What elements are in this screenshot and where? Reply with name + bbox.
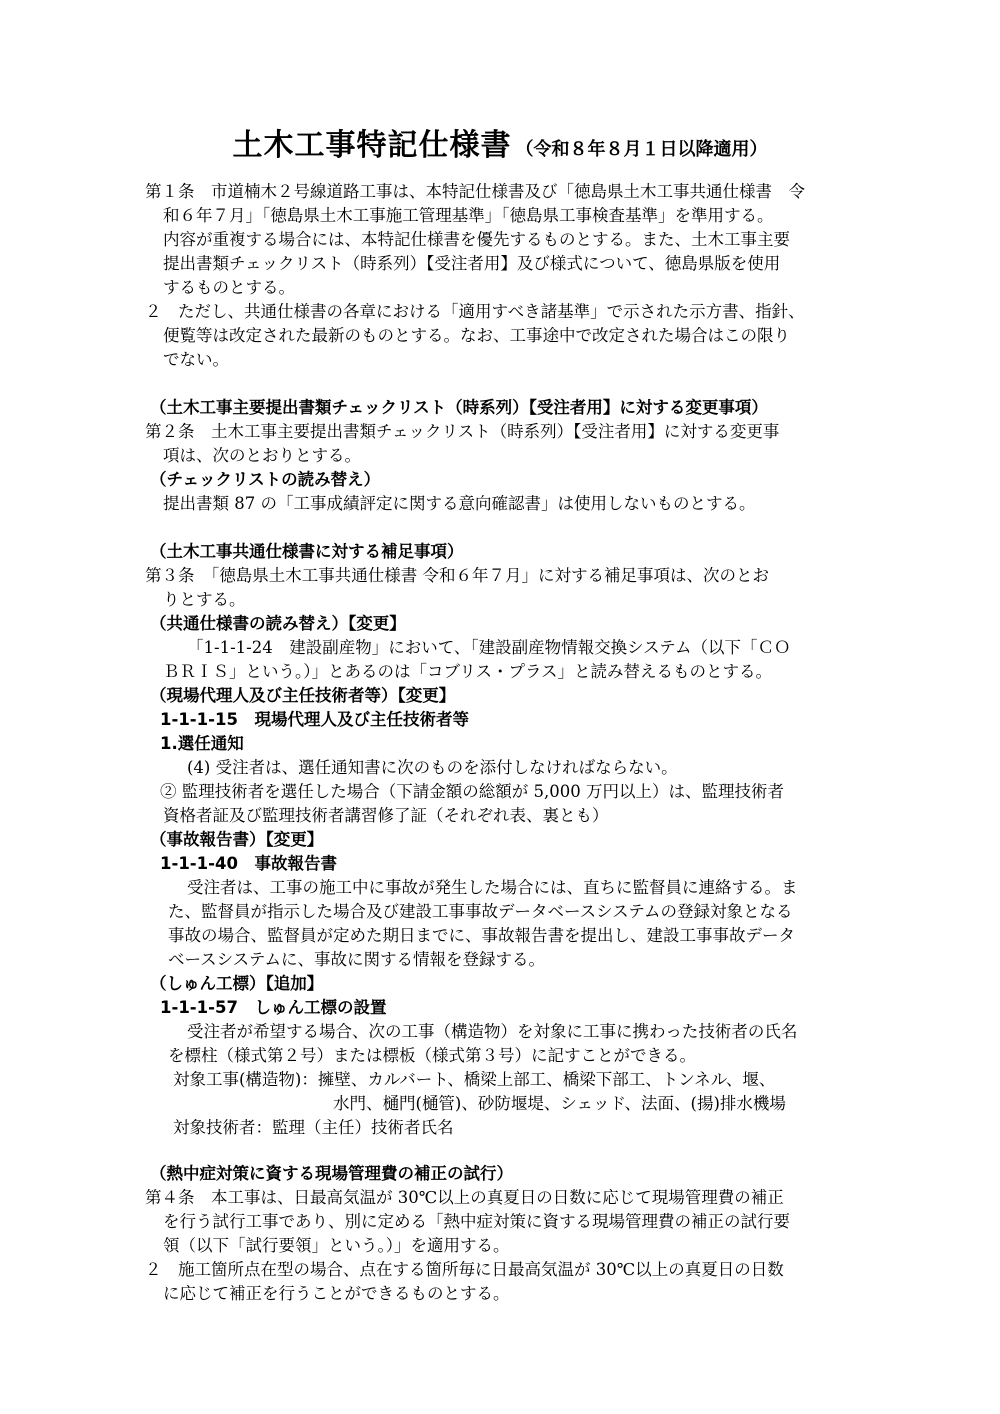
body-text-line: 領（以下「試行要領」という。）」を適用する。	[163, 1236, 510, 1255]
body-text-line: するものとする。	[163, 278, 295, 297]
body-text-line: 提出書類チェックリスト（時系列）【受注者用】及び様式について、徳島県版を使用	[163, 254, 781, 273]
body-text-line: ２ ただし、共通仕様書の各章における「適用すべき諸基準」で示された示方書、指針、	[145, 302, 805, 321]
body-text-line: 和６年７月」「徳島県土木工事施工管理基準」「徳島県工事検査基準」を準用する。	[163, 206, 774, 225]
section-heading-line: 1-1-1-57 しゅん工標の設置	[160, 998, 387, 1017]
body-text-line: ＢＲＩＳ」という。）」とあるのは「コブリス・プラス」と読み替えるものとする。	[163, 662, 773, 681]
body-text-line: でない。	[163, 350, 229, 369]
title-applicability-date: （令和８年８月１日以降適用）	[515, 139, 768, 160]
section-heading-line: （現場代理人及び主任技術者等）【変更】	[150, 686, 456, 705]
body-text-line: 水門、樋門(樋管)、砂防堰堤、シェッド、法面、(揚)排水機場	[333, 1094, 786, 1113]
body-text-line: た、監督員が指示した場合及び建設工事事故データベースシステムの登録対象となる	[168, 902, 793, 921]
section-heading-line: 1-1-1-40 事故報告書	[160, 854, 337, 873]
body-text-line: 第２条 土木工事主要提出書類チェックリスト（時系列）【受注者用】に対する変更事	[145, 422, 780, 441]
body-text-line: 対象技術者：監理（主任）技術者氏名	[173, 1118, 454, 1137]
section-heading-line: （熱中症対策に資する現場管理費の補正の試行）	[150, 1164, 513, 1183]
body-text-line: に応じて補正を行うことができるものとする。	[163, 1284, 510, 1303]
body-text-line: 資格者証及び監理技術者講習修了証（それぞれ表、裏とも）	[163, 806, 609, 825]
section-heading-line: （土木工事主要提出書類チェックリスト（時系列）【受注者用】に対する変更事項）	[150, 398, 768, 417]
body-text-line: 受注者は、工事の施工中に事故が発生した場合には、直ちに監督員に連絡する。ま	[187, 878, 798, 897]
body-text-line: 事故の場合、監督員が定めた期日までに、事故報告書を提出し、建設工事事故データ	[168, 926, 795, 945]
body-text-line: 内容が重複する場合には、本特記仕様書を優先するものとする。また、土木工事主要	[163, 230, 790, 249]
section-heading-line: 1.選任通知	[160, 734, 244, 753]
body-text-line: 第１条 市道楠木２号線道路工事は、本特記仕様書及び「徳島県土木工事共通仕様書 令	[145, 182, 805, 201]
section-heading-line: 1-1-1-15 現場代理人及び主任技術者等	[160, 710, 469, 729]
body-text-line: を標柱（様式第２号）または標板（様式第３号）に記すことができる。	[168, 1046, 696, 1065]
body-text-line: (4) 受注者は、選任通知書に次のものを添付しなければならない。	[187, 758, 678, 777]
section-heading-line: （共通仕様書の読み替え）【変更】	[150, 614, 406, 633]
body-text-line: 便覧等は改定された最新のものとする。なお、工事途中で改定された場合はこの限り	[163, 326, 790, 345]
body-text-line: 項は、次のとおりとする。	[163, 446, 361, 465]
body-text-line: 第４条 本工事は、日最高気温が 30℃以上の真夏日の日数に応じて現場管理費の補正	[145, 1188, 784, 1207]
section-heading-line: （チェックリストの読み替え）	[150, 470, 381, 489]
body-text-line: を行う試行工事であり、別に定める「熱中症対策に資する現場管理費の補正の試行要	[163, 1212, 790, 1231]
body-text-line: 対象工事(構造物)：擁壁、カルバート、橋梁上部工、橋梁下部工、トンネル、堰、	[173, 1070, 776, 1089]
body-text-line: ２ 施工箇所点在型の場合、点在する箇所毎に日最高気温が 30℃以上の真夏日の日数	[145, 1260, 784, 1279]
body-text-line: 「1-1-1-24 建設副産物」において、「建設副産物情報交換システム（以下「ＣＯ	[187, 638, 791, 657]
body-text-line: ② 監理技術者を選任した場合（下請金額の総額が 5,000 万円以上）は、監理技術者	[160, 782, 784, 801]
body-text-line: 受注者が希望する場合、次の工事（構造物）を対象に工事に携わった技術者の氏名	[187, 1022, 798, 1041]
section-heading-line: （事故報告書）【変更】	[150, 830, 324, 849]
body-text-line: ベースシステムに、事故に関する情報を登録する。	[168, 950, 546, 969]
section-heading-line: （しゅん工標）【追加】	[150, 974, 324, 993]
document-title	[0, 120, 1000, 164]
title-main: 土木工事特記仕様書	[232, 128, 512, 163]
body-text-line: りとする。	[163, 590, 246, 609]
body-text-line: 提出書類 87 の「工事成績評定に関する意向確認書」は使用しないものとする。	[163, 494, 756, 513]
section-heading-line: （土木工事共通仕様書に対する補足事項）	[150, 542, 464, 561]
body-text-line: 第３条 「徳島県土木工事共通仕様書 令和６年７月」に対する補足事項は、次のとお	[145, 566, 769, 585]
